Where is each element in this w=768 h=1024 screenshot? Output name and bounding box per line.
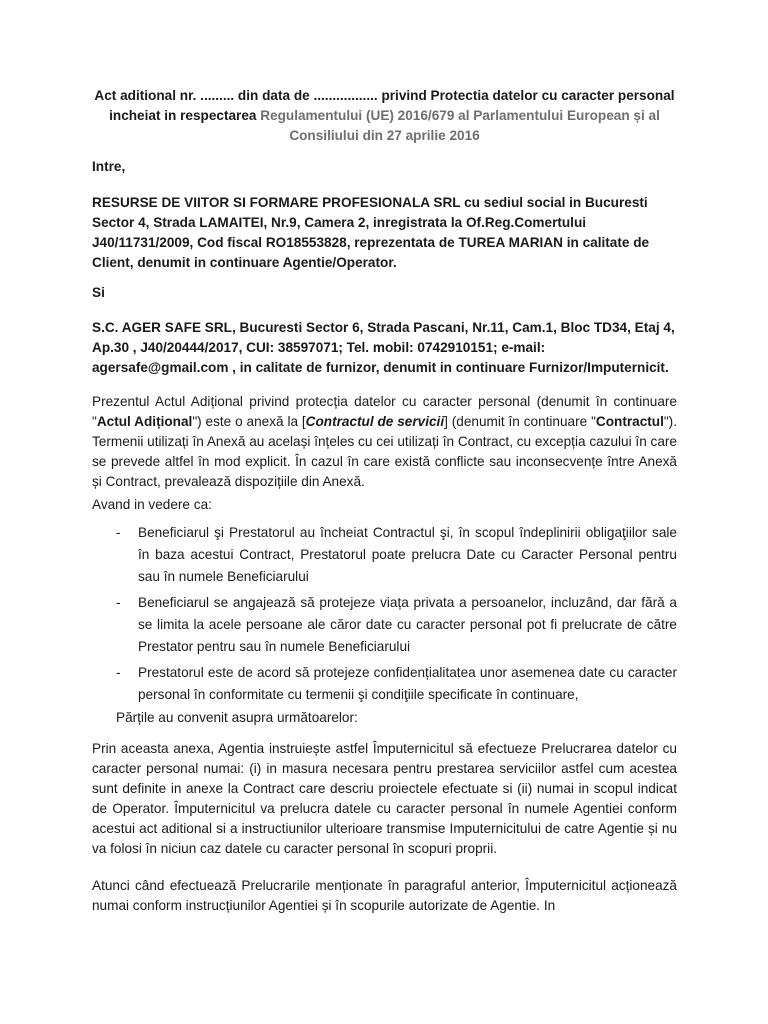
avand-in-vedere-heading: Avand in vedere ca:: [92, 497, 212, 512]
intro-text-1: Prezentul Actul Adițional privind protecția datelor cu caracter personal (denumit în continuare ": [92, 394, 677, 429]
paragraph-prin-aceasta-anexa: Prin aceasta anexa, Agentia instruiește astfel Împuternicitul să efectueze Prelucrarea datelor cu caracter personal numai: (i) in masura necesara pentru prestarea serviciilor astfel cum acestea sunt definite in anexe la Contract care descriu proiectele efectuate si (ii) numai in scopul indicat de Operator. Împuternicitul va prelucra datele cu caracter personal în numele Agentiei conform acestui act aditional si a instructiunilor ulterioare transmise Imputernicitului de catre Agentie și nu va folosi în niciun caz datele cu caracter personal în scopuri proprii.: [92, 741, 677, 856]
list-item: [92, 522, 677, 588]
intro-text-4: "). Termenii utilizați în Anexă au același înțeles cu cei utilizați în Contract, cu excepția cazului în care se prevede altfel în mod explicit. În cazul în care există conflicte sau inconsecvențe între Anexă și Contract, prevalează dispozițiile din Anexă.: [92, 414, 677, 489]
intro-term-actul-aditional: Actul Adițional: [96, 414, 193, 429]
partile-au-convenit: Părțile au convenit asupra următoarelor:: [116, 710, 358, 725]
list-item: [92, 662, 677, 706]
list-item: [92, 592, 677, 658]
title-regulation-reference: Regulamentului (UE) 2016/679 al Parlamentului European și al Consiliului din 27 aprilie 2016: [260, 108, 660, 143]
recital-text: Prestatorul este de acord să protejeze confidențialitatea unor asemenea date cu caracter personal în conformitate cu termenii şi condiţiile specificate în continuare,: [138, 665, 677, 702]
list-dash: -: [116, 665, 121, 680]
title-text: Act aditional nr. ......... din data de ................. privind Protectia datelor cu caracter personal incheiat in respectarea: [94, 88, 675, 123]
intro-paragraph: [92, 392, 677, 492]
list-dash: -: [116, 595, 121, 610]
intro-term-contractul: Contractul: [595, 414, 664, 429]
intro-text-2: ") este o anexă la [: [192, 414, 306, 429]
party-provider-details: S.C. AGER SAFE SRL, Bucuresti Sector 6, Strada Pascani, Nr.11, Cam.1, Bloc TD34, Etaj 4, Ap.30 , J40/20444/2017, CUI: 38597071; Tel. mobil: 0742910151; e-mail: agersafe@gmail.com , in calitate de furnizor, denumit in continuare Furnizor/Imputernicit.: [92, 320, 675, 375]
intro-term-contractul-de-servicii: Contractul de servicii: [305, 414, 445, 429]
intro-text-3: ] (denumit în continuare ": [444, 414, 596, 429]
recital-text: Beneficiarul şi Prestatorul au încheiat Contractul şi, în scopul îndeplinirii obligaţiilor sale în baza acestui Contract, Prestatorul poate prelucra Date cu Caracter Personal pentru sau în numele Beneficiarului: [138, 525, 677, 584]
list-dash: -: [116, 525, 121, 540]
intre-label: Intre,: [92, 159, 126, 174]
party-agency-details: RESURSE DE VIITOR SI FORMARE PROFESIONALA SRL cu sediul social in Bucuresti Sector 4, Strada LAMAITEI, Nr.9, Camera 2, inregistrata la Of.Reg.Comertului J40/11731/2009, Cod fiscal RO18553828, reprezentata de TUREA MARIAN in calitate de Client, denumit in continuare Agentie/Operator.: [92, 195, 650, 270]
paragraph-atunci-cand: Atunci când efectuează Prelucrarile menționate în paragraful anterior, Împuternicitul acționează numai conform instrucțiunilor Agentiei și în scopurile autorizate de Agentie. In: [92, 878, 677, 913]
recital-text: Beneficiarul se angajează să protejeze viața privata a persoanelor, incluzând, dar fără a se limita la acele persoane ale căror date cu caracter personal pot fi prelucrate de către Prestator pentru sau în numele Beneficiarului: [138, 595, 677, 654]
si-label: Si: [92, 285, 105, 300]
recitals-list: [92, 522, 677, 710]
document-title: [92, 86, 677, 146]
